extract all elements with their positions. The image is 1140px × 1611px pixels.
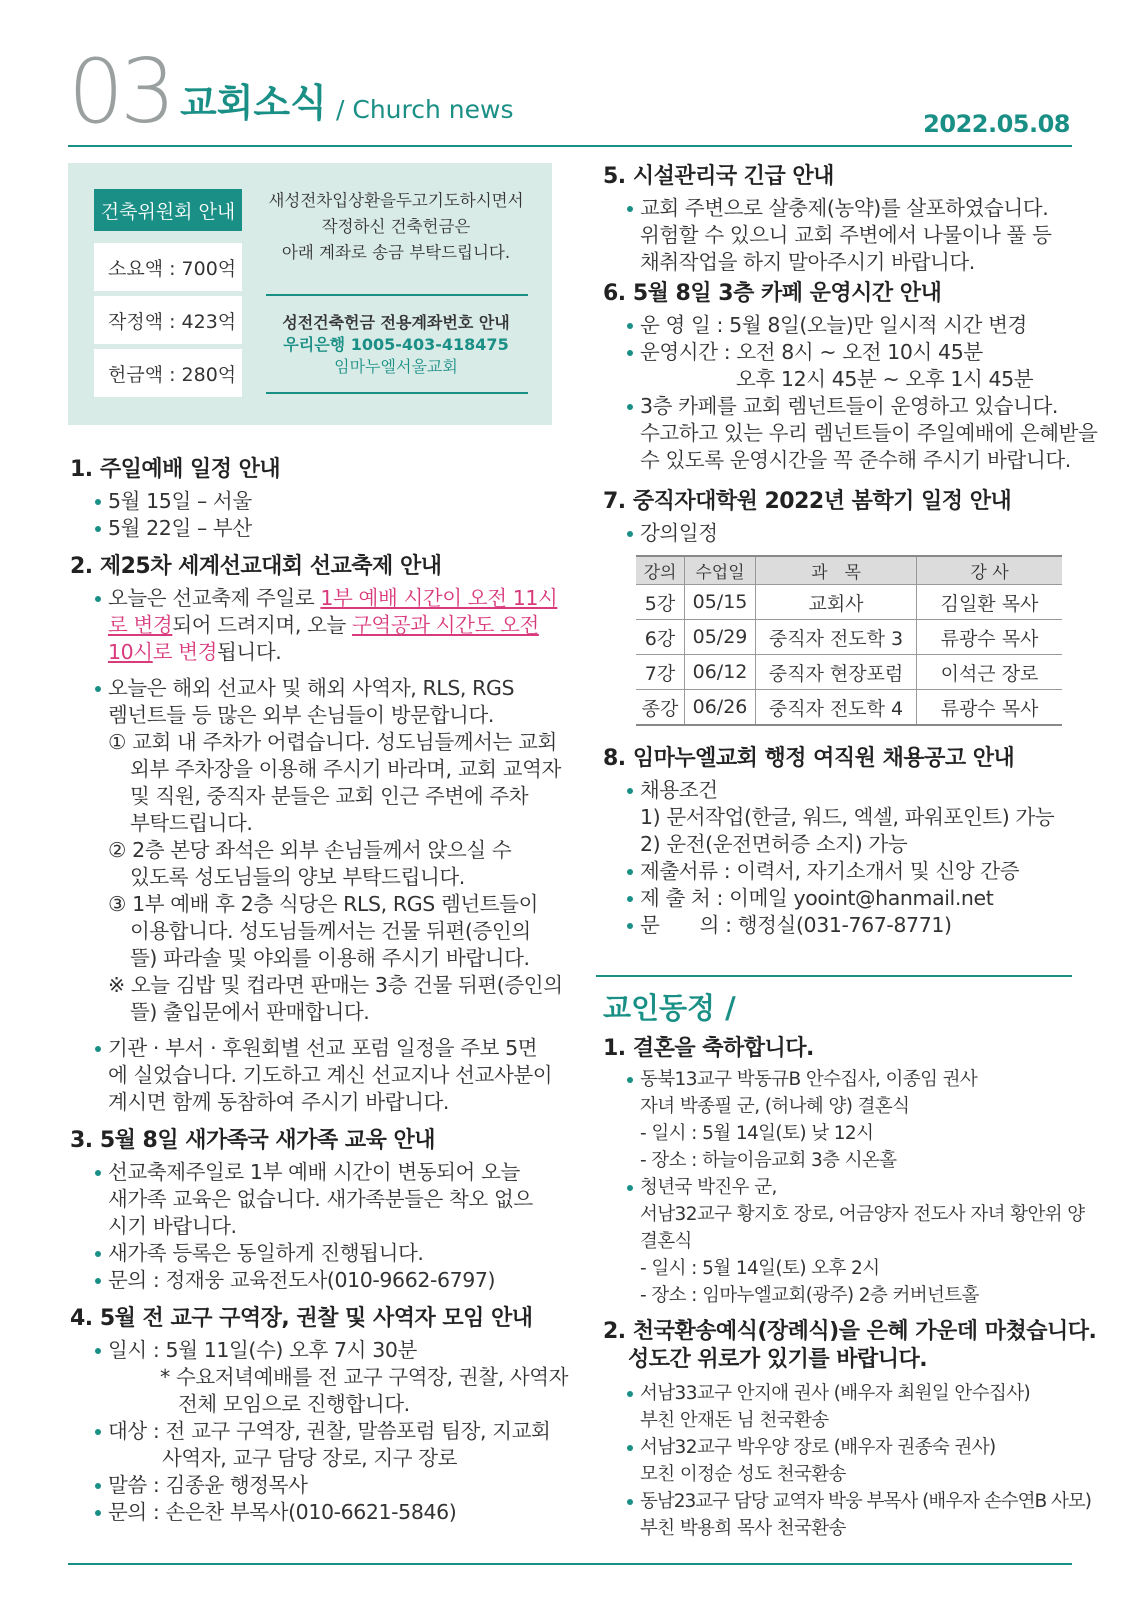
bullet: [627, 531, 633, 537]
box-divider: [266, 392, 528, 394]
bullet: [95, 526, 101, 532]
bullet: [95, 1348, 101, 1354]
amount-given: 헌금액 : 280억: [94, 349, 242, 397]
table-cell: 05/15: [685, 585, 756, 620]
section-title: 7. 중직자대학원 2022년 봄학기 일정 안내: [603, 489, 1012, 514]
section-title: 4. 5월 전 교구 구역장, 권찰 및 사역자 모임 안내: [70, 1306, 533, 1331]
paragraph-line: 및 직원, 중직자 분들은 교회 인근 주변에 주차: [130, 784, 529, 808]
footer-divider: [68, 1563, 1072, 1565]
paragraph-line: 사역자, 교구 담당 장로, 지구 장로: [162, 1446, 458, 1470]
paragraph-line: 위험할 수 있으니 교회 주변에서 나물이나 풀 등: [640, 223, 1052, 247]
paragraph-line: 서남32교구 황지호 장로, 어금양자 전도사 자녀 황안위 양: [640, 1204, 1085, 1225]
table-row: [636, 690, 1062, 726]
list-item: 운영시간 : 오전 8시 ~ 오전 10시 45분: [640, 340, 983, 364]
list-item: 제 출 처 : 이메일 yooint@hanmail.net: [640, 886, 994, 910]
bullet: [627, 923, 633, 929]
paragraph-line: 뜰) 파라솔 및 야외를 이용해 주시기 바랍니다.: [130, 946, 530, 970]
table-cell: 중직자 전도학 4: [756, 690, 917, 726]
paragraph-line: ② 2층 본당 좌석은 외부 손님들께서 앉으실 수: [108, 838, 512, 862]
bullet: [95, 1046, 101, 1052]
account-info: [262, 312, 530, 378]
paragraph-line: 서남33교구 안지애 권사 (배우자 최원일 안수집사): [640, 1383, 1031, 1404]
list-item: 오후 12시 45분 ~ 오후 1시 45분: [736, 367, 1034, 391]
paragraph-line: 수고하고 있는 우리 렘넌트들이 주일예배에 은혜받을: [640, 421, 1098, 445]
table-header-row: [636, 556, 1062, 585]
table-cell: 김일환 목사: [917, 585, 1063, 620]
bullet: [627, 788, 633, 794]
list-item: 문의 : 손은찬 부목사(010-6621-5846): [108, 1500, 457, 1524]
list-item: 일시 : 5월 11일(수) 오후 7시 30분: [108, 1338, 417, 1362]
table-cell: 교회사: [756, 585, 917, 620]
paragraph-line: 동북13교구 박동규B 안수집사, 이종임 권사: [640, 1069, 978, 1090]
table-cell: 7강: [636, 655, 685, 690]
bullet: [627, 1077, 633, 1083]
section-title: 3. 5월 8일 새가족국 새가족 교육 안내: [70, 1128, 436, 1153]
paragraph-line: 이용합니다. 성도님들께서는 건물 뒤편(증인의: [130, 919, 531, 943]
table-cell: 류광수 목사: [917, 690, 1063, 726]
header-divider: [68, 145, 1072, 147]
box-divider: [266, 294, 528, 296]
bullet: [627, 869, 633, 875]
account-holder: 임마누엘서울교회: [334, 357, 458, 376]
table-cell: 종강: [636, 690, 685, 726]
paragraph-line: 청년국 박진우 군,: [640, 1177, 777, 1198]
paragraph-line: 채취작업을 하지 말아주시기 바랍니다.: [640, 250, 975, 274]
list-item: 강의일정: [640, 521, 718, 545]
paragraph-line: 3층 카페를 교회 렘넌트들이 운영하고 있습니다.: [640, 394, 1058, 418]
bullet: [627, 1391, 633, 1397]
bullet: [627, 1499, 633, 1505]
table-row: [636, 655, 1062, 690]
list-item: 새가족 등록은 동일하게 진행됩니다.: [108, 1241, 424, 1265]
list-item: 5월 22일 – 부산: [108, 516, 252, 540]
section-divider: [596, 975, 1072, 977]
paragraph-line: 있도록 성도님들의 양보 부탁드립니다.: [130, 865, 465, 889]
paragraph-line: 수 있도록 운영시간을 꼭 준수해 주시기 바랍니다.: [640, 448, 1071, 472]
members-heading: 교인동정 /: [603, 991, 736, 1025]
list-item: 문 의 : 행정실(031-767-8771): [640, 913, 952, 937]
bullet: [95, 1251, 101, 1257]
page-number: 03: [68, 40, 172, 143]
paragraph-line: 부탁드립니다.: [130, 811, 253, 835]
list-item: 말씀 : 김종윤 행정목사: [108, 1473, 308, 1497]
bullet: [627, 404, 633, 410]
table-row: [636, 585, 1062, 620]
paragraph-line: ③ 1부 예배 후 2층 식당은 RLS, RGS 렘넌트들이: [108, 892, 538, 916]
table-cell: 6강: [636, 620, 685, 655]
paragraph-line: 계시면 함께 동참하여 주시기 바랍니다.: [108, 1090, 450, 1114]
bullet: [95, 1510, 101, 1516]
building-tag: 건축위원회 안내: [94, 189, 242, 231]
paragraph-line: - 일시 : 5월 14일(토) 낮 12시: [640, 1123, 874, 1144]
message-line: 작정하신 건축헌금은: [321, 217, 471, 236]
list-item: 5월 15일 – 서울: [108, 489, 252, 513]
bullet: [95, 686, 101, 692]
amount-required: 소요액 : 700억: [94, 243, 242, 291]
paragraph-line: 렘넌트들 등 많은 외부 손님들이 방문합니다.: [108, 703, 494, 727]
list-item: 제출서류 : 이력서, 자기소개서 및 신앙 간증: [640, 859, 1020, 883]
list-item: 문의 : 정재웅 교육전도사(010-9662-6797): [108, 1268, 496, 1292]
bullet: [95, 1278, 101, 1284]
paragraph-line: 뜰) 출입문에서 판매합니다.: [130, 1000, 370, 1024]
paragraph-line: 10시로 변경됩니다.: [108, 640, 282, 664]
paragraph-line: ① 교회 내 주차가 어렵습니다. 성도님들께서는 교회: [108, 730, 557, 754]
page-title: 교회소식: [180, 81, 327, 125]
bullet: [95, 1429, 101, 1435]
section-title: 성도간 위로가 있기를 바랍니다.: [628, 1347, 928, 1372]
account-number: 우리은행 1005-403-418475: [283, 335, 509, 354]
paragraph-line: 오늘은 해외 선교사 및 해외 사역자, RLS, RGS: [108, 676, 515, 700]
lecture-schedule-table: [636, 555, 1062, 726]
table-header: 과 목: [756, 556, 917, 585]
section-title: 1. 결혼을 축하합니다.: [603, 1036, 814, 1061]
table-row: [636, 620, 1062, 655]
paragraph-line: * 수요저녁예배를 전 교구 구역장, 권찰, 사역자: [160, 1365, 569, 1389]
paragraph-line: 대상 : 전 교구 구역장, 권찰, 말씀포럼 팀장, 지교회: [108, 1419, 551, 1443]
paragraph-line: 부친 박용희 목사 천국환송: [640, 1518, 846, 1539]
paragraph-line: 부친 안재돈 님 천국환송: [640, 1410, 829, 1431]
paragraph-line: 로 변경되어 드려지며, 오늘 구역공과 시간도 오전: [108, 613, 539, 637]
table-cell: 중직자 현장포럼: [756, 655, 917, 690]
bullet: [95, 1483, 101, 1489]
page-date: 2022.05.08: [923, 110, 1070, 138]
bullet: [627, 206, 633, 212]
section-title: 2. 천국환송예식(장례식)을 은혜 가운데 마쳤습니다.: [603, 1319, 1097, 1344]
section-title: 6. 5월 8일 3층 카페 운영시간 안내: [603, 281, 942, 306]
table-cell: 06/26: [685, 690, 756, 726]
table-header: 강 사: [917, 556, 1063, 585]
paragraph-line: 서남32교구 박우양 장로 (배우자 권종숙 권사): [640, 1437, 996, 1458]
list-item: 운 영 일 : 5월 8일(오늘)만 일시적 시간 변경: [640, 313, 1027, 337]
section-title: 1. 주일예배 일정 안내: [70, 457, 281, 482]
table-header: 수업일: [685, 556, 756, 585]
paragraph-line: 에 실었습니다. 기도하고 계신 선교지나 선교사분이: [108, 1063, 553, 1087]
bullet: [95, 499, 101, 505]
bullet: [95, 596, 101, 602]
building-message: [262, 188, 530, 266]
paragraph-line: 전체 모임으로 진행합니다.: [178, 1392, 410, 1416]
table-cell: 중직자 전도학 3: [756, 620, 917, 655]
account-title: 성전건축헌금 전용계좌번호 안내: [282, 313, 510, 332]
bullet: [95, 1170, 101, 1176]
section-title: 2. 제25차 세계선교대회 선교축제 안내: [70, 554, 442, 579]
paragraph-line: 교회 주변으로 살충제(농약)를 살포하였습니다.: [640, 196, 1049, 220]
section-title: 8. 임마누엘교회 행정 여직원 채용공고 안내: [603, 746, 1015, 771]
page-subtitle: / Church news: [336, 95, 514, 124]
bullet: [627, 1445, 633, 1451]
table-header: 강의: [636, 556, 685, 585]
paragraph-line: 오늘은 선교축제 주일로 1부 예배 시간이 오전 11시: [108, 586, 558, 610]
paragraph-line: - 장소 : 임마누엘교회(광주) 2층 커버넌트홀: [640, 1285, 979, 1306]
paragraph-line: - 일시 : 5월 14일(토) 오후 2시: [640, 1258, 880, 1279]
paragraph-line: 자녀 박종필 군, (허나혜 양) 결혼식: [640, 1096, 910, 1117]
table-cell: 류광수 목사: [917, 620, 1063, 655]
paragraph-line: 기관 · 부서 · 후원회별 선교 포럼 일정을 주보 5면: [108, 1036, 538, 1060]
bullet: [627, 896, 633, 902]
section-title: 5. 시설관리국 긴급 안내: [603, 164, 834, 189]
bullet: [627, 1185, 633, 1191]
table-cell: 06/12: [685, 655, 756, 690]
paragraph-line: ※ 오늘 김밥 및 컵라면 판매는 3층 건물 뒤편(증인의: [108, 973, 563, 997]
bullet: [627, 350, 633, 356]
paragraph-line: - 장소 : 하늘이음교회 3층 시온홀: [640, 1150, 897, 1171]
table-cell: 5강: [636, 585, 685, 620]
list-item: 2) 운전(운전면허증 소지) 가능: [640, 832, 908, 856]
bullet: [627, 323, 633, 329]
list-item: 1) 문서작업(한글, 워드, 엑셀, 파워포인트) 가능: [640, 805, 1055, 829]
paragraph-line: 결혼식: [640, 1231, 692, 1252]
table-cell: 이석근 장로: [917, 655, 1063, 690]
paragraph-line: 외부 주차장을 이용해 주시기 바라며, 교회 교역자: [130, 757, 561, 781]
message-line: 아래 계좌로 송금 부탁드립니다.: [281, 243, 511, 262]
table-cell: 05/29: [685, 620, 756, 655]
paragraph-line: 모친 이정순 성도 천국환송: [640, 1464, 846, 1485]
paragraph-line: 선교축제주일로 1부 예배 시간이 변동되어 오늘: [108, 1160, 520, 1184]
paragraph-line: 동남23교구 담당 교역자 박웅 부목사 (배우자 손수연B 사모): [640, 1491, 1091, 1512]
paragraph-line: 새가족 교육은 없습니다. 새가족분들은 착오 없으: [108, 1187, 533, 1211]
amount-pledged: 작정액 : 423억: [94, 296, 242, 344]
list-item: 채용조건: [640, 778, 718, 802]
paragraph-line: 시기 바랍니다.: [108, 1214, 237, 1238]
message-line: 새성전차입상환을두고기도하시면서: [268, 191, 524, 210]
